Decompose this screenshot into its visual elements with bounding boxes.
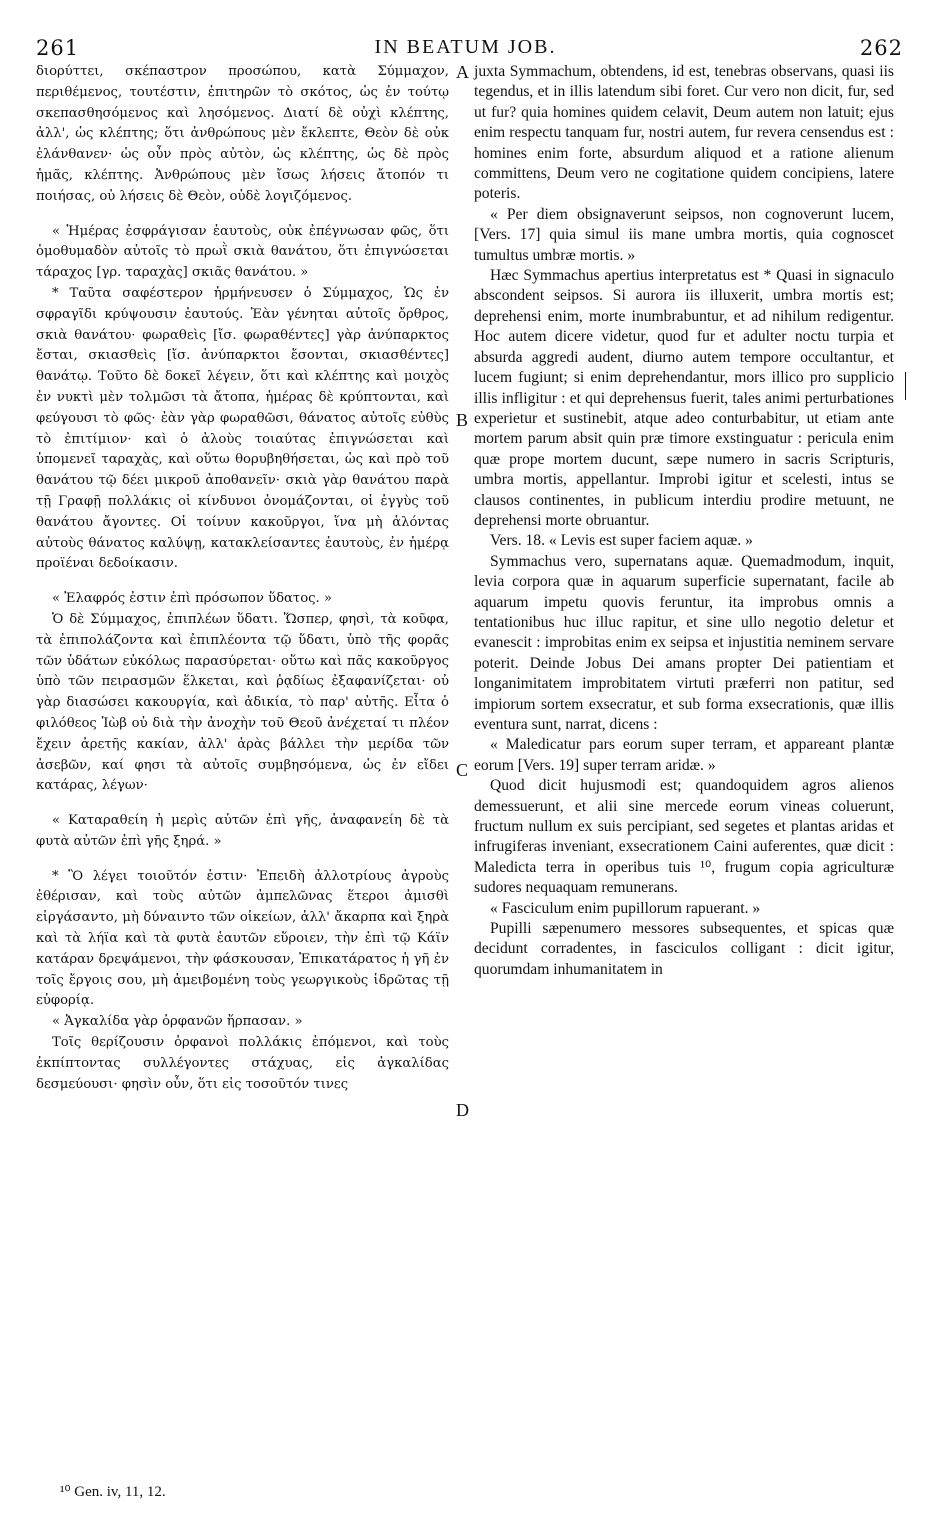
footnote: ¹⁰ Gen. iv, 11, 12. [60, 1484, 166, 1500]
greek-paragraph: Τοῖς θερίζουσιν ὀρφανοὶ πολλάκις ἑπόμενοι, καὶ τοὺς ἐκπίπτοντας συλλέγοντες στάχυας, εἰς ἀγκαλίδας δεσμεύουσι· φησὶν οὖν, ὅτι εἰς τοσοῦτόν τινες [36, 1035, 449, 1092]
latin-paragraph: Hæc Symmachus apertius interpretatus est * Quasi in signaculo abscondent seipsos. Si aurora iis illuxerit, umbra mortis est; deprehensi enim, morte inumbrabuntur, et ad nihilum redigentur. Hoc autem dicere videtur, quod fur et adulter noctu turpia et absurda aggredi audent, diurno autem tempore occultantur, et lucem fugiunt; si enim deprehendantur, mors illico pro supplicio illis infligitur : et qui deprehensus fuerit, tales animi perturbationes experietur et sustinebit, atque adeo conturbabitur, ut etiam ante mortem parum absit quin præ timore exstinguatur : pericula enim quæ prope mortem ducunt, sæpe numero in sacris Scripturis, umbra mortis, appellantur. Improbi igitur et scelesti, intus se clausos continentes, in publicum interdiu prodire metuunt, ne deprehensi morte obruantur. [474, 267, 894, 529]
greek-column [36, 62, 449, 1095]
latin-paragraph: Symmachus vero, supernatans aquæ. Quemadmodum, inquit, levia corpora quæ in aquarum superficie supernatant, facile ab aquarum impetu quovis feruntur, ita improbus omnis a tentationibus huc illuc rapitur, et sine ullo negotio deletur et evanescit : improbitas enim ex seipsa et injustitia neminem servare poterit. Deinde Jobus Dei amans propter Dei patientiam et longanimitatem improbitatem virtuti præferri non patitur, sed impiorum sortem exsecratur, et sub forma exsecrationis, quæ illis eventura sunt, narrat, dicens : [474, 552, 894, 733]
latin-paragraph: Quod dicit hujusmodi est; quandoquidem agros alienos demessuerunt, et alii sine mercede eorum vineas coluerunt, fructum nullum ex suis percipiant, sed segetes et plantas aridas et infrugiferas inveniant, exsecrationem Caini auferentes, quæ dicit : Maledicta terra in operibus tuis ¹⁰, frugum copia agriculturæ sudores nequaquam remunerans. [474, 777, 894, 897]
greek-verse-quote: « Ἡμέρας ἐσφράγισαν ἑαυτοὺς, οὐκ ἐπέγνωσαν φῶς, ὅτι ὁμοθυμαδὸν αὐτοῖς τὸ πρωῒ σκιὰ θανάτου, ὅτι ἐπιγνώσεται τάραχος [γρ. ταραχὰς] σκιᾶς θανάτου. » [36, 223, 449, 281]
running-title: IN BEATUM JOB. [374, 36, 557, 58]
greek-verse-quote: « Ἀγκαλίδα γὰρ ὀρφανῶν ἥρπασαν. » [52, 1014, 303, 1030]
latin-verse-quote: « Fasciculum enim pupillorum rapuerant. » [490, 899, 761, 917]
latin-column [474, 62, 894, 980]
page-number-left: 261 [36, 36, 80, 60]
greek-paragraph: διορύττει, σκέπαστρον προσώπου, κατὰ Σύμμαχον, περιθέμενος, τουτέστιν, ἐπιτηρῶν τὸ σκότος, ὡς ἐν τούτῳ σκεπασθησόμενος καὶ λησόμενος. Διατί δὲ οὐχὶ κλέπτης, ἀλλ', ὡς κλέπτης; ὅτι ἀνθρώπους μὲν ἔκλεπτε, Θεὸν δὲ οὐκ ἐλάνθανεν· ὡς οὖν πρὸς αὐτὸν, ὡς κλέπτης, ὡς δὲ πρὸς ἡμᾶς, κλέπτης. Ἀνθρώπους μὲν ἴσως λήσεις ἄτοπόν τι ποιήσας, οὐ λήσεις δὲ Θεὸν, οὐδὲ λογιζόμενος. [36, 64, 449, 204]
page-number-right: 262 [859, 36, 903, 60]
margin-marker-d: D [456, 1100, 469, 1120]
latin-verse-quote: « Per diem obsignaverunt seipsos, non cognoverunt lucem, [Vers. 17] quia simul iis mane umbra mortis, quia cognoscet tumultus umbræ mortis. » [474, 205, 894, 264]
greek-paragraph: * Ταῦτα σαφέστερον ἡρμήνευσεν ὁ Σύμμαχος, Ὡς ἐν σφραγῖδι κρύψουσιν ἑαυτούς. Ἐὰν γένηται αὐτοῖς ὄρθρος, σκιὰ θανάτου· φωραθεὶς [ἴσ. φωραθέντες] γὰρ ἀνύπαρκτος ἔσται, σκιασθεὶς [ἴσ. ἀνύπαρκτοι ἔσονται, σκιασθέντες] θανάτῳ. Τοῦτο δὲ δοκεῖ λέγειν, ὅτι καὶ κλέπτης καὶ μοιχὸς ἐν νυκτὶ μὲν τολμῶσι τὰ ἄτοπα, ἡμέρας δὲ κρύπτονται, καὶ φεύγουσι τὸ φῶς· ἐὰν γὰρ φωραθῶσι, θάνατος αὐτοῖς εὐθὺς τὸ ἐπιτίμιον· καὶ ὁ ἁλοὺς τοιαύτας ἐπιγνώσεται καὶ ὑπομενεῖ ταραχὰς, καὶ οὕτω θορυβηθήσεται, ὡς καὶ πρὸ τοῦ θανάτου τῷ δέει μικροῦ ἀποθανεῖν· σκιὰ γὰρ θανάτου παρὰ τῇ Γραφῇ πολλάκις οἱ κίνδυνοι ὀνομάζονται, οἱ ἐγγὺς τοῦ θανάτου ἄγοντες. Οἱ τοίνυν κακοῦργοι, ἵνα μὴ ἁλόντας αὐτοὺς θάνατος καλύψῃ, κατακλείσαντες ἑαυτοὺς, ἐν ἡμέρᾳ προϊέναι δεδοίκασιν. [36, 285, 449, 572]
greek-verse-quote: « Ἐλαφρός ἐστιν ἐπὶ πρόσωπον ὕδατος. » [52, 591, 333, 607]
greek-paragraph: * Ὃ λέγει τοιοῦτόν ἐστιν· Ἐπειδὴ ἀλλοτρίους ἀγροὺς ἐθέρισαν, καὶ τοὺς αὐτῶν ἀμπελῶνας ἕτεροι ἀμισθὶ εἰργάσαντο, μὴ δύναιντο τῶν οἰκείων, ἀλλ' ἄκαρπα καὶ ξηρὰ καὶ τὰ λήϊα καὶ τὰ φυτὰ ἑαυτῶν εὕροιεν, τὴν ἐπὶ τῷ Κάϊν κατάραν δρεψάμενοι, τὴν φάσκουσαν, Ἐπικατάρατος ἡ γῆ ἐν τοῖς ἔργοις σου, μὴ ἀμειβομένη τοὺς γεωργικοὺς ἱδρῶτας τῇ εὐφορίᾳ. [36, 868, 449, 1009]
margin-marker-a: A [456, 62, 469, 82]
margin-rule [905, 372, 906, 400]
greek-verse-quote: « Καταραθείη ἡ μερὶς αὐτῶν ἐπὶ γῆς, ἀναφανείη δὲ τὰ φυτὰ αὐτῶν ἐπὶ γῆς ξηρά. » [36, 813, 449, 849]
margin-marker-b: B [456, 410, 469, 430]
latin-verse-heading: Vers. 18. « Levis est super faciem aquæ. » [490, 532, 753, 550]
margin-marker-c: C [456, 760, 469, 780]
latin-paragraph: juxta Symmachum, obtendens, id est, tenebras observans, quasi iis tegendus, et in illis latendum sibi foret. Cur vero non dicit, fur, sed ut fur? quia homines quidem celavit, Deum autem non latuit; ejus enim respectu tanquam fur, nostri autem, fur revera censendus est : homines enim forte, absurdum aliquod et a ratione alienum committens, Deum vero ne cogitatione quidem concipiens, latere poteris. [474, 63, 894, 203]
latin-paragraph: Pupilli sæpenumero messores subsequentes, et spicas quæ decidunt corradentes, in fasciculos colligant : dicit igitur, quorumdam inhumanitatem in [474, 920, 894, 978]
page-header [28, 36, 903, 60]
latin-verse-quote: « Maledicatur pars eorum super terram, et appareant plantæ eorum [Vers. 19] super terram aridæ. » [474, 736, 894, 774]
greek-paragraph: Ὁ δὲ Σύμμαχος, ἐπιπλέων ὕδατι. Ὥσπερ, φησὶ, τὰ κοῦφα, τὰ ἐπιπολάζοντα καὶ ἐπιπλέοντα τῷ ὕδατι, ὑπὸ τῆς φορᾶς τῶν ὑδάτων εὐκόλως παρασύρεται· οὕτω καὶ πᾶς κακοῦργος ὑπὸ τῶν πειρασμῶν ἕλκεται, καὶ ῥᾳδίως ἐξαφανίζεται· οὐ γὰρ διασώσει κακουργία, καὶ ἀδικία, τὸ παρ' αὐτῆς. Εἶτα ὁ φιλόθεος Ἰὼβ οὐ διὰ τὴν ἀνοχὴν τοῦ Θεοῦ ἀνέχεταί τι πλέον ἔχειν ἀρετῆς κακίαν, ἀλλ' ἀρὰς βάλλει τὴν μερίδα τῶν ἀσεβῶν, καί φησι τὰ αὐτοῖς συμβησόμενα, ὡς ἐν εἴδει κατάρας, λέγων· [36, 611, 449, 794]
